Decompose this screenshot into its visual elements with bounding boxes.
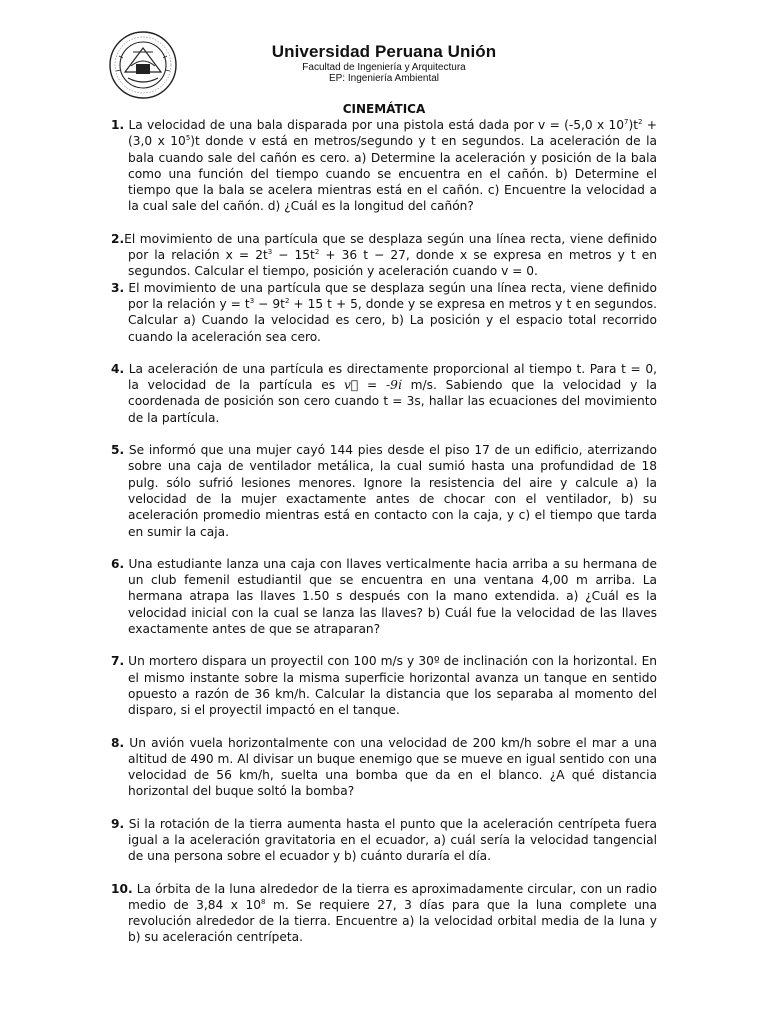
- problem-6: [111, 556, 657, 637]
- problem-text: El movimiento de una partícula que se desplaza según una línea recta, viene definido por la relación x = 2t: [124, 231, 657, 263]
- problem-text: − 9t: [254, 296, 285, 311]
- problem-3: [111, 280, 657, 345]
- problem-4: [111, 361, 657, 426]
- problem-text: m. Se requiere 27, 3 días para que la luna complete una revolución alrededor de la tierra. Encuentre a) la velocidad orbital media de la luna y b) su aceleración centrípeta.: [128, 897, 657, 945]
- document-title: CINEMÁTICA: [342, 102, 426, 116]
- problem-number: 4.: [111, 361, 125, 376]
- problem-text: − 15t: [272, 248, 315, 263]
- problem-2: [111, 231, 657, 280]
- problem-text: El movimiento de una partícula que se desplaza según una línea recta, viene definido por la relación y = t: [124, 280, 657, 311]
- problem-text: Un mortero dispara un proyectil con 100 m/s y 30º de inclinación con la horizontal. En el mismo instante sobre la misma superficie horizontal avanza un tanque en sentido opuesto a razón de 36 km/h. Calcular la distancia que los separaba al momento del disparo, si el proyectil impactó en el tanque.: [124, 654, 657, 718]
- problem-number: 2.: [111, 231, 125, 246]
- problem-text: Si la rotación de la tierra aumenta hasta el punto que la aceleración centrípeta fuera igual a la aceleración gravitatoria en el ecuador, a) cuál sería la velocidad tangencial de una persona sobre el ecuador y b) cuánto duraría el día.: [124, 816, 657, 864]
- exponent: 2: [638, 117, 643, 126]
- exponent: 2: [314, 248, 320, 257]
- problem-number: 7.: [111, 654, 125, 669]
- problem-text: La velocidad de una bala disparada por una pistola está dada por v = (-5,0 x 10: [128, 118, 624, 132]
- exponent: 3: [267, 248, 273, 257]
- problem-9: [111, 816, 657, 865]
- exponent: 8: [261, 897, 266, 906]
- problem-number: 6.: [111, 556, 125, 571]
- problem-text: Un avión vuela horizontalmente con una velocidad de 200 km/h sobre el mar a una altitud de 490 m. Al divisar un buque enemigo que se mueve en igual sentido con una velocidad de 56 km/h, suelta una bomba que da en el blanco. ¿A qué distancia horizontal del buque soltó la bomba?: [124, 735, 657, 799]
- problem-7: [111, 653, 657, 718]
- exponent: 3: [249, 296, 255, 305]
- problem-number: 3.: [111, 280, 125, 295]
- problem-number: 1.: [111, 118, 125, 132]
- problem-text: m/s. Sabiendo que la velocidad y la coordenada de posición son cero cuando t = 3s, hallar las ecuaciones del movimiento de la partícula.: [128, 378, 658, 425]
- problem-text: Una estudiante lanza una caja con llaves verticalmente hacia arriba a su hermana de un club femenil estudiantil que se encuentra en una ventana 4,00 m arriba. La hermana atrapa las llaves 1.50 s después con la mano extendida. a) ¿Cuál es la velocidad inicial con la cual se lanza las llaves? b) Cuál fue la velocidad de las llaves exactamente antes de que se atraparan?: [124, 556, 657, 637]
- exponent: 2: [284, 296, 290, 305]
- problem-8: [111, 735, 657, 800]
- problem-text: + 36 t − 27, donde x se expresa en metros y t en segundos. Calcular el tiempo, posición y aceleración cuando v = 0.: [128, 248, 658, 279]
- problem-1: [111, 117, 657, 215]
- problem-number: 10.: [111, 881, 133, 896]
- problem-text: Se informó que una mujer cayó 144 pies desde el piso 17 de un edificio, aterrizando sobre una caja de ventilador metálica, la cual sumió hasta una profundidad de 18 pulg. sólo sufrió lesiones menores. Ignore la resistencia del aire y calcule a) la velocidad de la mujer exactamente antes de chocar con el ventilador, b) su aceleración promedio mientras está en contacto con la caja, y c) el tiempo que tarda en sumir la caja.: [124, 443, 657, 539]
- problem-list: [111, 117, 657, 946]
- problem-text: )t: [628, 118, 639, 132]
- velocity-vector: v⃗ = -9i̇: [343, 378, 402, 393]
- faculty-name: Facultad de Ingeniería y Arquitectura: [302, 62, 466, 73]
- problem-text: )t donde v está en metros/segundo y t en segundos. La aceleración de la bala cuando sale del cañón es cero. a) Determine la aceleración y posición de la bala como una función del tiempo cuando se encuentra en el cañón. b) Determine el tiempo que la bala se acelera mientras está en el cañón. c) Encuentre la velocidad a la cual sale del cañón. d) ¿Cuál es la longitud del cañón?: [128, 134, 657, 214]
- problem-10: [111, 881, 657, 946]
- exponent: 5: [185, 134, 191, 143]
- problem-text: + (3,0 x 10: [128, 118, 658, 149]
- problem-number: 8.: [111, 735, 125, 750]
- problem-text: La órbita de la luna alrededor de la tierra es aproximadamente circular, con un radio medio de 3,84 x 10: [128, 881, 657, 912]
- problem-number: 5.: [111, 443, 125, 458]
- problem-number: 9.: [111, 816, 125, 831]
- problem-text: + 15 t + 5, donde y se expresa en metros y t en segundos. Calcular a) Cuando la velocidad es cero, b) La posición y el espacio total recorrido cuando la aceleración sea cero.: [128, 296, 657, 344]
- university-name: Universidad Peruana Unión: [271, 42, 497, 61]
- document-header: [0, 0, 768, 100]
- problem-text: La aceleración de una partícula es directamente proporcional al tiempo t. Para t = 0, la velocidad de la partícula es: [124, 361, 657, 393]
- exponent: 7: [624, 117, 629, 126]
- school-name: EP: Ingeniería Ambiental: [328, 73, 440, 84]
- problem-5: [111, 442, 657, 540]
